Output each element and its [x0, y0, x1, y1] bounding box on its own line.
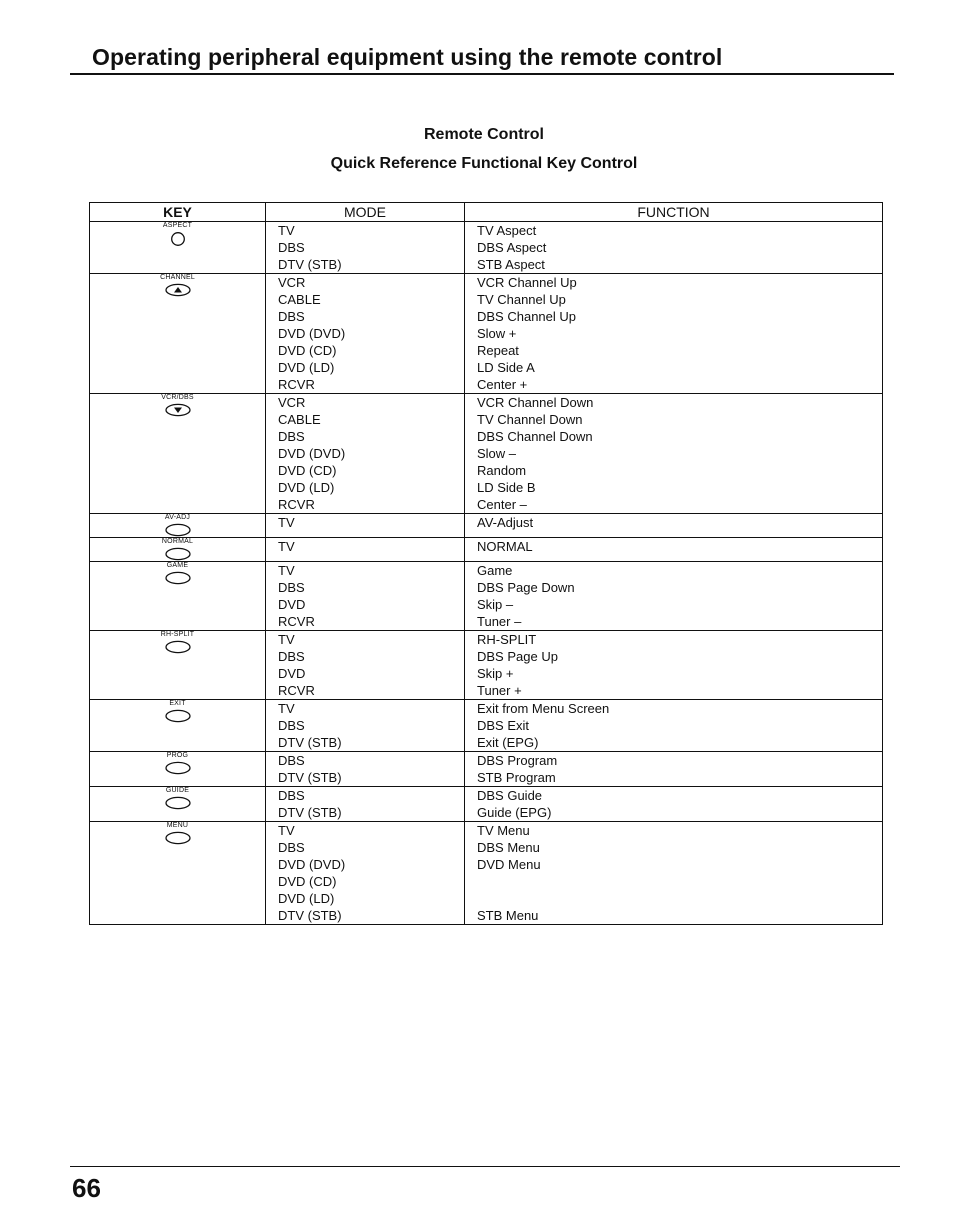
function-text: DBS Menu — [477, 840, 540, 855]
function-cell — [465, 394, 883, 514]
mode-text: DVD — [278, 597, 306, 612]
function-cell — [465, 562, 883, 631]
function-text: Tuner + — [477, 683, 522, 698]
table-row — [90, 631, 883, 700]
function-text: DBS Page Up — [477, 649, 558, 664]
function-text: TV Aspect — [477, 223, 537, 238]
function-text: AV-Adjust — [477, 515, 534, 530]
reference-table — [89, 202, 883, 925]
round-button-icon — [170, 231, 186, 247]
page-title: Operating peripheral equipment using the remote control — [92, 44, 723, 70]
mode-text: CABLE — [278, 292, 321, 307]
function-text: Exit from Menu Screen — [477, 701, 610, 716]
mode-text: DVD (CD) — [278, 874, 337, 889]
key-cell — [90, 752, 266, 787]
function-text: NORMAL — [477, 539, 533, 554]
mode-text: DVD (LD) — [278, 891, 335, 906]
function-text: TV Channel Down — [477, 412, 583, 427]
key-label: RH-SPLIT — [160, 631, 195, 638]
key-label: AV-ADJ — [164, 514, 191, 521]
function-cell — [465, 752, 883, 787]
function-text: STB Program — [477, 770, 556, 785]
table-row — [90, 822, 883, 925]
oval-button-icon — [164, 523, 192, 537]
key-cell — [90, 274, 266, 394]
function-text: DBS Channel Up — [477, 309, 576, 324]
table-body — [90, 222, 883, 925]
mode-text: TV — [278, 563, 295, 578]
table-row — [90, 700, 883, 752]
function-text: DBS Channel Down — [477, 429, 593, 444]
mode-cell — [266, 538, 465, 562]
mode-text: DBS — [278, 753, 305, 768]
mode-cell — [266, 222, 465, 274]
function-cell — [465, 274, 883, 394]
mode-text: RCVR — [278, 683, 315, 698]
footer-rule — [70, 1166, 900, 1167]
mode-cell — [266, 562, 465, 631]
key-cell — [90, 562, 266, 631]
function-text: DBS Page Down — [477, 580, 575, 595]
mode-cell — [266, 787, 465, 822]
function-text: TV Menu — [477, 823, 530, 838]
table-header-row — [90, 203, 883, 222]
mode-text: DVD (LD) — [278, 360, 335, 375]
title-underline — [70, 73, 894, 75]
function-text: Tuner – — [477, 614, 522, 629]
table-row — [90, 274, 883, 394]
key-cell — [90, 787, 266, 822]
function-cell — [465, 822, 883, 925]
mode-text: DVD (DVD) — [278, 857, 346, 872]
mode-text: DVD (CD) — [278, 343, 337, 358]
mode-text: DTV (STB) — [278, 908, 342, 923]
channel-down-button-icon — [164, 403, 192, 417]
mode-text: DBS — [278, 240, 305, 255]
mode-text: TV — [278, 515, 295, 530]
function-cell — [465, 514, 883, 538]
key-label: MENU — [166, 822, 189, 829]
function-cell — [465, 222, 883, 274]
table-row — [90, 222, 883, 274]
key-label: PROG — [166, 752, 189, 759]
table-row — [90, 394, 883, 514]
function-text: RH-SPLIT — [477, 632, 537, 647]
mode-text: DBS — [278, 718, 305, 733]
mode-text: DVD (LD) — [278, 480, 335, 495]
function-text: DBS Program — [477, 753, 558, 768]
function-text: TV Channel Up — [477, 292, 566, 307]
mode-text: RCVR — [278, 497, 315, 512]
section-heading: Remote Control — [424, 126, 544, 143]
function-text: STB Aspect — [477, 257, 545, 272]
function-text: STB Menu — [477, 908, 539, 923]
key-cell — [90, 394, 266, 514]
function-text: Center – — [477, 497, 527, 512]
mode-text: DVD — [278, 666, 306, 681]
mode-text: DBS — [278, 429, 305, 444]
mode-cell — [266, 752, 465, 787]
mode-text: DVD (DVD) — [278, 326, 346, 341]
table-row — [90, 562, 883, 631]
function-text — [477, 873, 882, 890]
oval-button-icon — [164, 831, 192, 845]
mode-text: DVD (DVD) — [278, 446, 346, 461]
function-text: DVD Menu — [477, 857, 541, 872]
mode-text: DBS — [278, 580, 305, 595]
function-text: Random — [477, 463, 527, 478]
key-cell — [90, 514, 266, 538]
mode-text: DTV (STB) — [278, 805, 342, 820]
table-row — [90, 514, 883, 538]
function-text: LD Side A — [477, 360, 535, 375]
function-cell — [465, 700, 883, 752]
key-cell — [90, 822, 266, 925]
mode-text: RCVR — [278, 614, 315, 629]
oval-button-icon — [164, 796, 192, 810]
mode-text: DBS — [278, 649, 305, 664]
function-text: Slow – — [477, 446, 517, 461]
function-text: DBS Aspect — [477, 240, 547, 255]
key-cell — [90, 631, 266, 700]
function-text — [477, 890, 882, 907]
mode-text: DTV (STB) — [278, 770, 342, 785]
table-row — [90, 787, 883, 822]
function-text: Game — [477, 563, 513, 578]
function-text: Skip + — [477, 666, 514, 681]
mode-text: DBS — [278, 840, 305, 855]
key-label: NORMAL — [161, 538, 194, 545]
column-header-function: FUNCTION — [465, 203, 883, 222]
mode-text: RCVR — [278, 377, 315, 392]
oval-button-icon — [164, 571, 192, 585]
mode-text: DTV (STB) — [278, 257, 342, 272]
mode-cell — [266, 394, 465, 514]
key-cell — [90, 700, 266, 752]
function-cell — [465, 631, 883, 700]
mode-text: VCR — [278, 275, 306, 290]
mode-text: TV — [278, 823, 295, 838]
table-row — [90, 752, 883, 787]
function-text: Slow + — [477, 326, 517, 341]
mode-cell — [266, 700, 465, 752]
section-subheading: Quick Reference Functional Key Control — [330, 155, 638, 172]
oval-button-icon — [164, 547, 192, 561]
oval-button-icon — [164, 761, 192, 775]
function-text: DBS Exit — [477, 718, 530, 733]
mode-cell — [266, 631, 465, 700]
key-label: EXIT — [169, 700, 186, 707]
function-cell — [465, 538, 883, 562]
key-label: GAME — [166, 562, 189, 569]
mode-cell — [266, 822, 465, 925]
page-number: 66 — [72, 1173, 101, 1203]
mode-text: TV — [278, 539, 295, 554]
mode-text: DBS — [278, 788, 305, 803]
column-header-mode: MODE — [266, 203, 465, 222]
function-text: VCR Channel Up — [477, 275, 577, 290]
mode-text: TV — [278, 701, 295, 716]
key-label: GUIDE — [165, 787, 190, 794]
channel-up-button-icon — [164, 283, 192, 297]
key-label: ASPECT — [162, 222, 193, 229]
mode-text: DBS — [278, 309, 305, 324]
function-cell — [465, 787, 883, 822]
function-text: DBS Guide — [477, 788, 543, 803]
function-text: Repeat — [477, 343, 519, 358]
function-text: LD Side B — [477, 480, 536, 495]
mode-text: VCR — [278, 395, 306, 410]
function-text: Exit (EPG) — [477, 735, 539, 750]
mode-text: DTV (STB) — [278, 735, 342, 750]
mode-text: TV — [278, 632, 295, 647]
mode-text: TV — [278, 223, 295, 238]
mode-text: DVD (CD) — [278, 463, 337, 478]
function-text: VCR Channel Down — [477, 395, 594, 410]
key-label: CHANNEL — [160, 274, 195, 281]
key-label: VCR/DBS — [161, 394, 194, 401]
column-header-key: KEY — [90, 203, 266, 222]
function-text: Center + — [477, 377, 528, 392]
key-cell — [90, 222, 266, 274]
key-cell — [90, 538, 266, 562]
oval-button-icon — [164, 709, 192, 723]
table-row — [90, 538, 883, 562]
mode-cell — [266, 274, 465, 394]
oval-button-icon — [164, 640, 192, 654]
function-text: Skip – — [477, 597, 514, 612]
function-text: Guide (EPG) — [477, 805, 552, 820]
mode-text: CABLE — [278, 412, 321, 427]
mode-cell — [266, 514, 465, 538]
